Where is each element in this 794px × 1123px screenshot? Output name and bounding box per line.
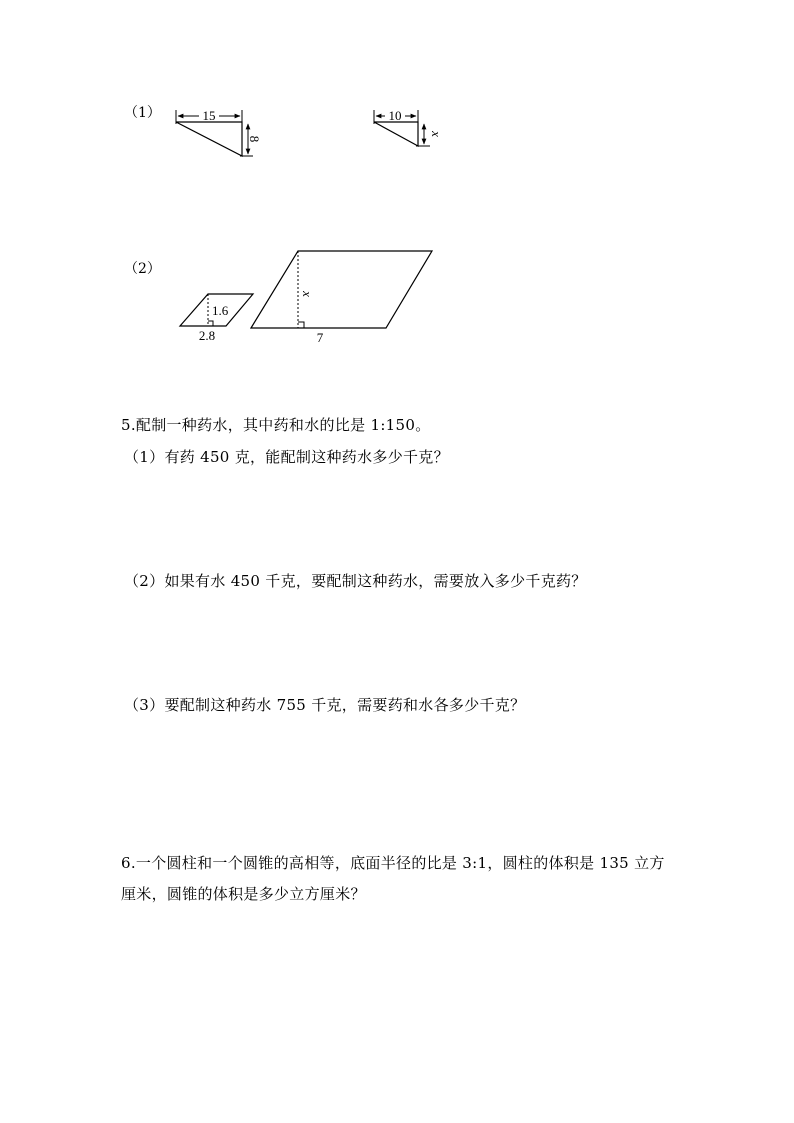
q5-sub3: （3）要配制这种药水 755 千克，需要药和水各多少千克？ [124, 696, 526, 714]
parallelogram-small-height: 1.6 [212, 303, 229, 318]
parallelogram-small [180, 294, 253, 343]
parallelogram-large-base: 7 [316, 330, 324, 345]
q5-sub1: （1）有药 450 克，能配制这种药水多少千克？ [124, 448, 449, 466]
parallelogram-large-height: x [300, 291, 315, 297]
part2-label: （2） [124, 261, 161, 277]
triangle-b-width: 10 [388, 108, 402, 123]
q6-line2: 厘米，圆锥的体积是多少立方厘米？ [121, 885, 366, 903]
parallelogram-large [251, 251, 432, 345]
q5-stem: 5.配制一种药水，其中药和水的比是 1:150。 [121, 416, 431, 434]
triangle-a-height: 8 [247, 135, 262, 143]
triangle-b-height: x [429, 131, 444, 137]
part1-label: （1） [124, 105, 161, 121]
q5-sub2: （2）如果有水 450 千克，要配制这种药水，需要放入多少千克药？ [124, 572, 587, 590]
triangle-a-width: 15 [202, 108, 216, 123]
triangle-b [374, 108, 444, 146]
parallelogram-small-base: 2.8 [198, 328, 216, 343]
q6-line1: 6.一个圆柱和一个圆锥的高相等，底面半径的比是 3:1，圆柱的体积是 135 立方 [121, 854, 665, 872]
triangle-a [176, 108, 262, 156]
